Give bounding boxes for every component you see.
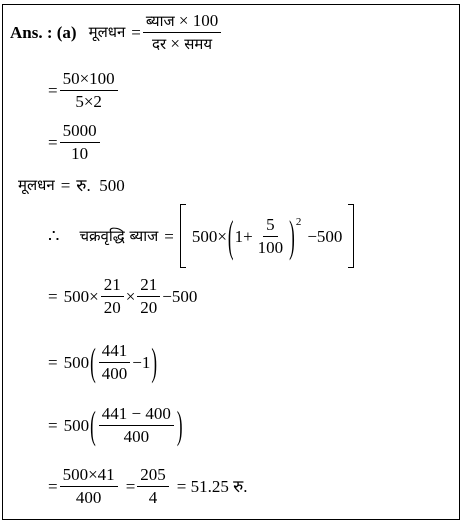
final-result: = $\frac{500\times 41}{400}$ = $\frac{205}{4}$ = 51.25 रु. xyxy=(48,465,248,507)
principal-word: मूलधन xyxy=(88,22,126,41)
right-bracket xyxy=(348,204,354,268)
answer-line: Ans. : (a) मूलधन = $\frac{\text{ब्याज × 100}}{\text{दर × समय}}$ xyxy=(10,12,223,53)
left-bracket xyxy=(180,204,186,268)
principal-result: मूलधन = रु. 500 xyxy=(18,176,125,195)
step-5: = 500 ( $\frac{441 - 400}{400}$ ) xyxy=(48,403,183,448)
step-1: = $\frac{50\times 100}{5\times 2}$ xyxy=(48,70,120,111)
ci-word: चक्रवृद्धि ब्याज xyxy=(79,226,159,245)
ci-expression: ∴ चक्रवृद्धि ब्याज = 500× ( 1+ $\frac{5}{100}$ ) $^2$ −500 xyxy=(48,204,354,268)
answer-label: Ans. : (a) xyxy=(10,22,77,42)
principal-formula: $\frac{\text{ब्याज × 100}}{\text{दर × समय}}$ xyxy=(143,12,221,53)
step-4: = 500 ( $\frac{441}{400}$ −1 ) xyxy=(48,340,158,385)
therefore-symbol: ∴ xyxy=(48,226,60,246)
step-2: = $\frac{5000}{10}$ xyxy=(48,122,102,163)
power: 2 xyxy=(295,215,302,228)
step-3: = 500× $\frac{21}{20}$ × $\frac{21}{20}$ −500 xyxy=(48,275,198,317)
